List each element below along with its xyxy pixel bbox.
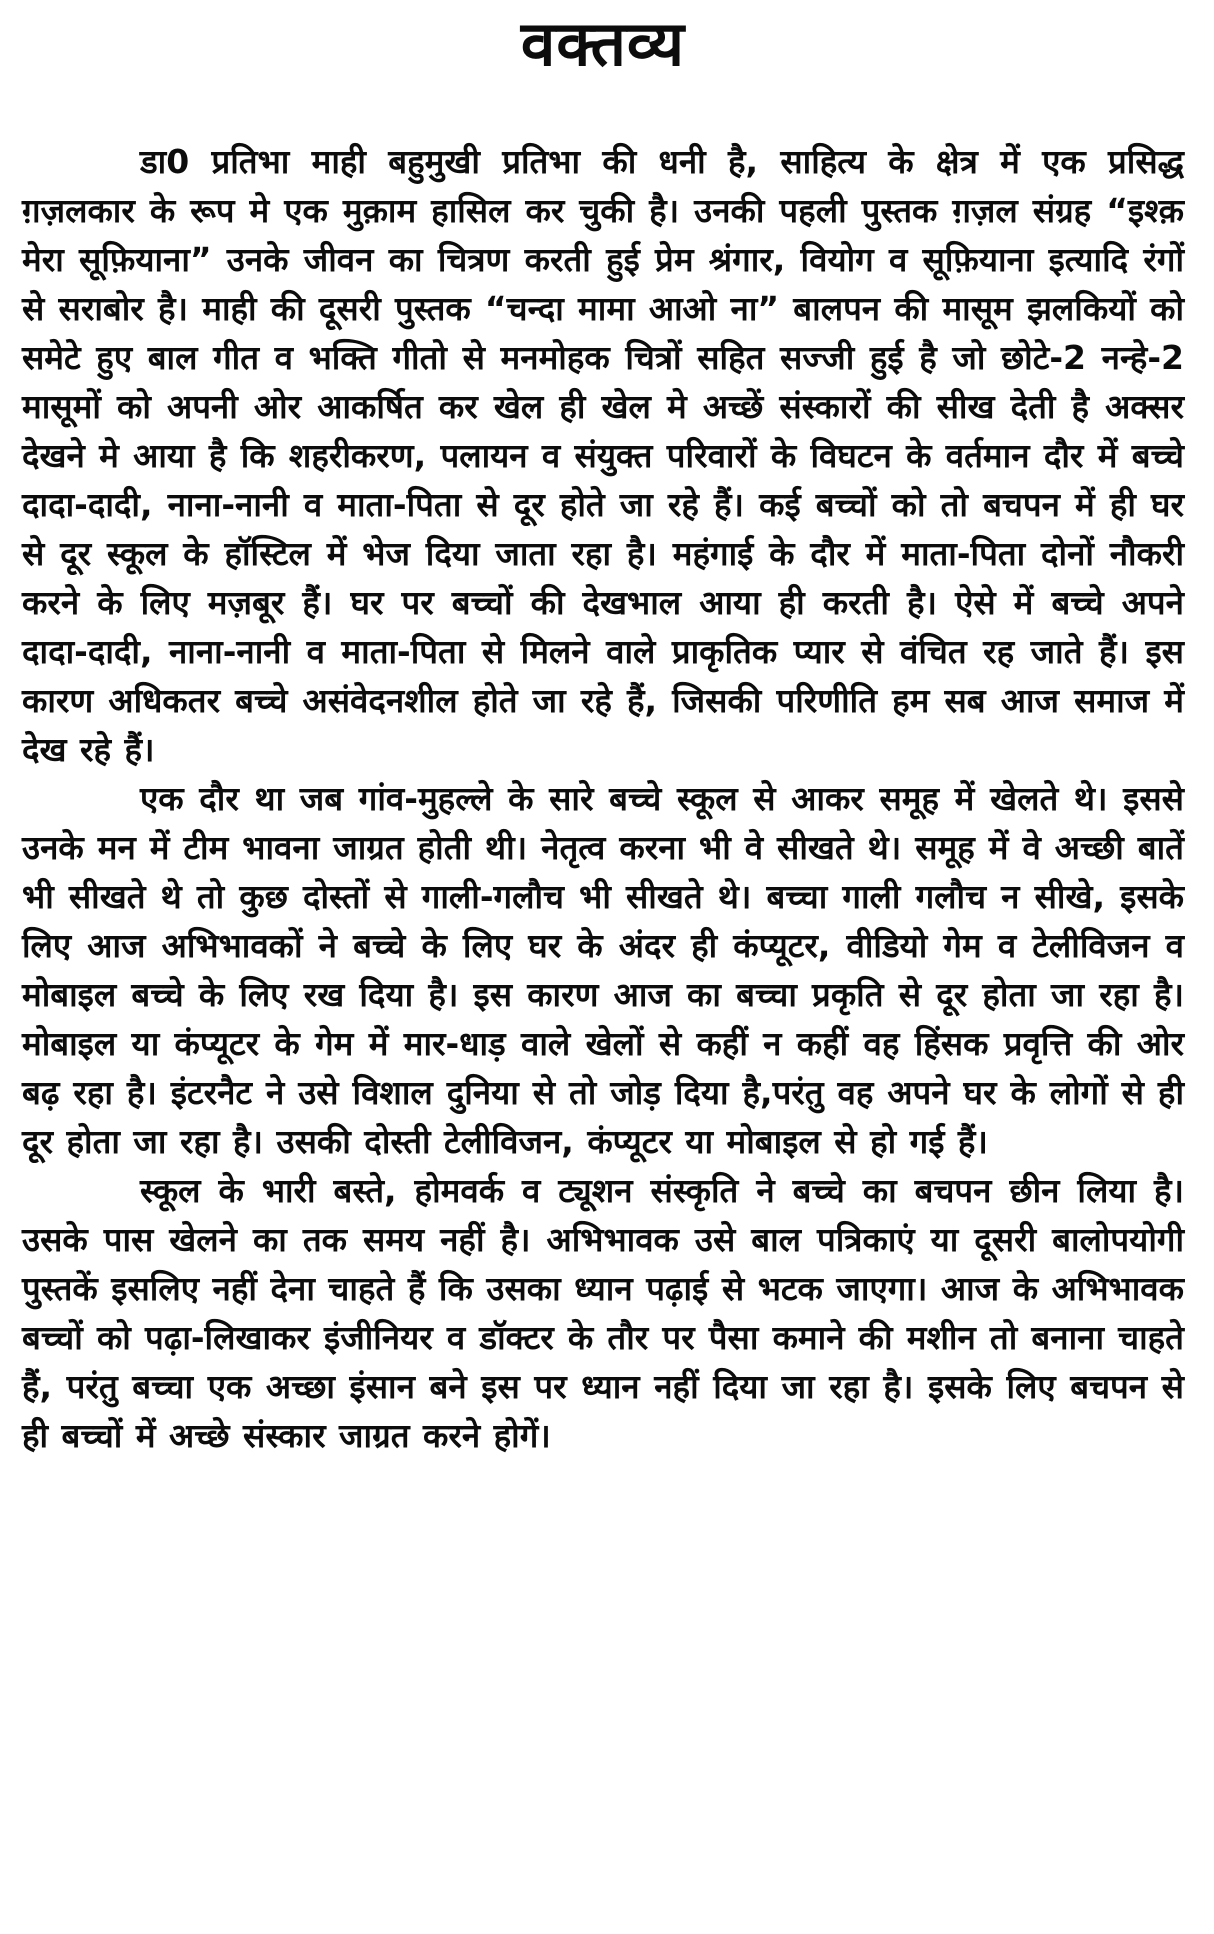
paragraph-children-play-era: एक दौर था जब गांव-मुहल्ले के सारे बच्चे स्कूल से आकर समूह में खेलते थे। इससे उनके मन में टीम भावना जाग्रत होती थी। नेतृत्व करना भी वे सीखते थे। समूह में वे अच्छी बातें भी सीखते थे तो कुछ दोस्तों से गाली-गलौच भी सीखते थे। बच्चा गाली गलौच न सीखे, इसके लिए आज अभिभावकों ने बच्चे के लिए घर के अंदर ही कंप्यूटर, वीडियो गेम व टेलीविजन व मोबाइल बच्चे के लिए रख दिया है। इस कारण आज का बच्चा प्रकृति से दूर होता जा रहा है। मोबाइल या कंप्यूटर के गेम में मार-धाड़ वाले खेलों से कहीं न कहीं वह हिंसक प्रवृत्ति की ओर बढ़ रहा है। इंटरनैट ने उसे विशाल दुनिया से तो जोड़ दिया है,परंतु वह अपने घर के लोगों से ही दूर होता जा रहा है। उसकी दोस्ती टेलीविजन, कंप्यूटर या मोबाइल से हो गई हैं। [22, 779, 1184, 1162]
page-title: वक्तव्य [520, 7, 686, 80]
paragraph-school-burden: स्कूल के भारी बस्ते, होमवर्क व ट्यूशन संस्कृति ने बच्चे का बचपन छीन लिया है। उसके पास खेलने का तक समय नहीं है। अभिभावक उसे बाल पत्रिकाएं या दूसरी बालोपयोगी पुस्तकें इसलिए नहीं देना चाहते हैं कि उसका ध्यान पढ़ाई से भटक जाएगा। आज के अभिभावक बच्चों को पढ़ा-लिखाकर इंजीनियर व डॉक्टर के तौर पर पैसा कमाने की मशीन तो बनाना चाहते हैं, परंतु बच्चा एक अच्छा इंसान बने इस पर ध्यान नहीं दिया जा रहा है। इसके लिए बचपन से ही बच्चों में अच्छे संस्कार जाग्रत करने होगें। [22, 1171, 1184, 1456]
paragraph-intro-author: डा0 प्रतिभा माही बहुमुखी प्रतिभा की धनी है, साहित्य के क्षेत्र में एक प्रसिद्ध ग़ज़लकार के रूप मे एक मुक़ाम हासिल कर चुकी है। उनकी पहली पुस्तक ग़ज़ल संग्रह “इश्क़ मेरा सूफ़ियाना” उनके जीवन का चित्रण करती हुई प्रेम श्रंगार, वियोग व सूफ़ियाना इत्यादि रंगों से सराबोर है। माही की दूसरी पुस्तक “चन्दा मामा आओ ना” बालपन की मासूम झलकियों को समेटे हुए बाल गीत व भक्ति गीतो से मनमोहक चित्रों सहित सज्जी हुई है जो छोटे-2 नन्हे-2 मासूमों को अपनी ओर आकर्षित कर खेल ही खेल मे अच्छें संस्कारों की सीख देती है अक्सर देखने मे आया है कि शहरीकरण, पलायन व संयुक्त परिवारों के विघटन के वर्तमान दौर में बच्चे दादा-दादी, नाना-नानी व माता-पिता से दूर होते जा रहे हैं। कई बच्चों को तो बचपन में ही घर से दूर स्कूल के हॉस्टिल में भेज दिया जाता रहा है। महंगाई के दौर में माता-पिता दोनों नौकरी करने के लिए मज़बूर हैं। घर पर बच्चों की देखभाल आया ही करती है। ऐसे में बच्चे अपने दादा-दादी, नाना-नानी व माता-पिता से मिलने वाले प्राकृतिक प्यार से वंचित रह जाते हैं। इस कारण अधिकतर बच्चे असंवेदनशील होते जा रहे हैं, जिसकी परिणीति हम सब आज समाज में देख रहे हैं। [22, 142, 1184, 770]
